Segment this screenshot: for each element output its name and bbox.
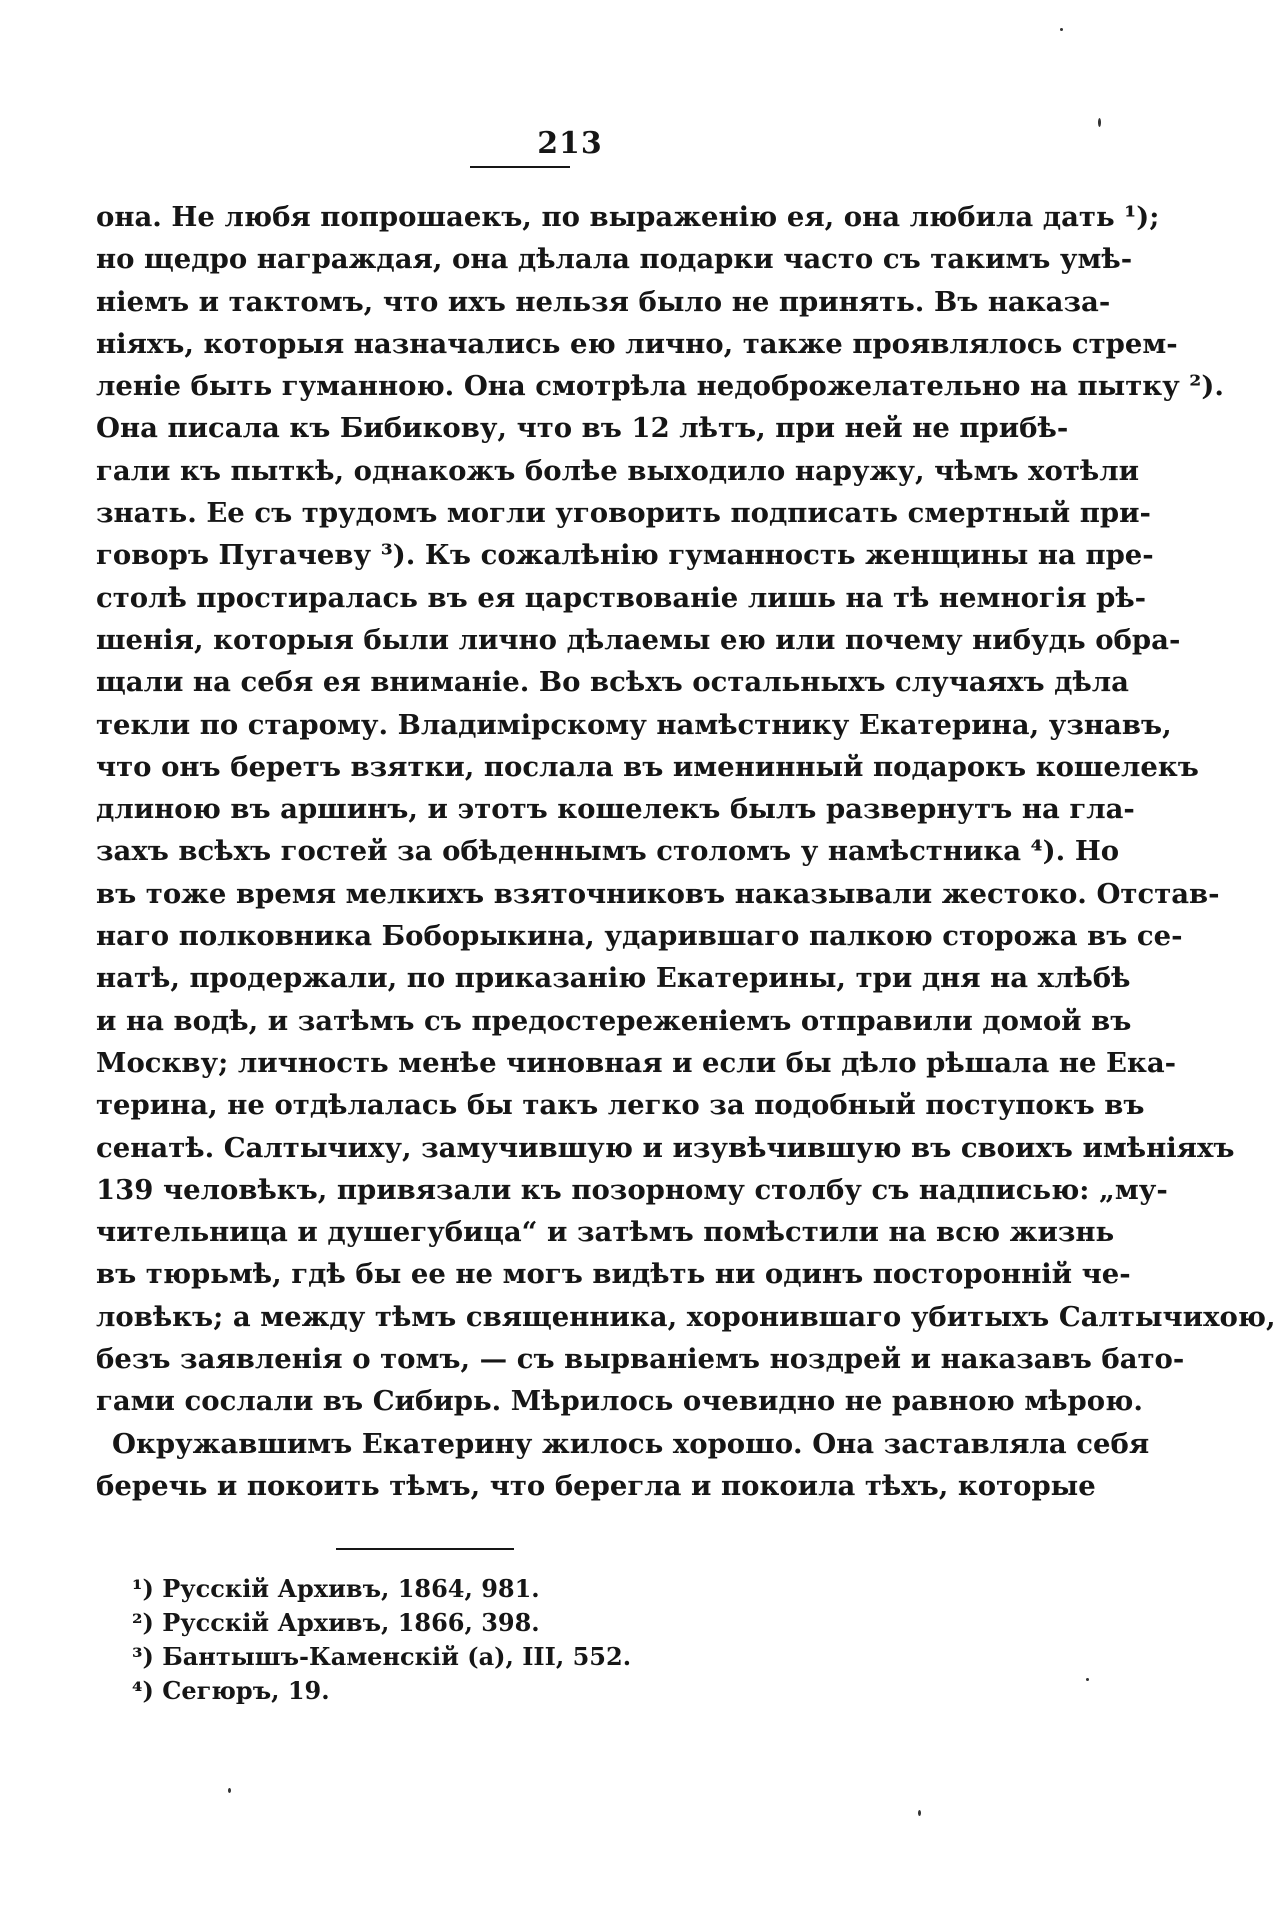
page-number-rule — [470, 166, 570, 168]
text-line: леніе быть гуманною. Она смотрѣла недоброжелательно на пытку ²). — [96, 370, 1224, 403]
text-line: длиною въ аршинъ, и этотъ кошелекъ былъ развернутъ на гла- — [96, 793, 1135, 826]
page-number: 213 — [537, 126, 603, 161]
text-line: текли по старому. Владимірскому намѣстнику Екатерина, узнавъ, — [96, 708, 1172, 741]
text-line: Москву; личность менѣе чиновная и если бы дѣло рѣшала не Ека- — [96, 1046, 1177, 1079]
text-line: Она писала къ Бибикову, что въ 12 лѣтъ, при ней не прибѣ- — [96, 412, 1069, 445]
text-line: безъ заявленія о томъ, — съ вырваніемъ ноздрей и наказавъ бато- — [96, 1343, 1185, 1376]
text-line: гами сослали въ Сибирь. Мѣрилось очевидно не равною мѣрою. — [96, 1385, 1143, 1418]
text-line: въ тюрьмѣ, гдѣ бы ее не могъ видѣть ни одинъ посторонній че- — [96, 1258, 1131, 1291]
text-line: наго полковника Боборыкина, ударившаго палкою сторожа въ се- — [96, 920, 1183, 953]
text-line: ніяхъ, которыя назначались ею лично, также проявлялось стрем- — [96, 327, 1178, 360]
text-line: сенатѣ. Салтычиху, замучившую и изувѣчившую въ своихъ имѣніяхъ — [96, 1131, 1235, 1164]
text-line: но щедро награждая, она дѣлала подарки часто съ такимъ умѣ- — [96, 243, 1133, 276]
text-line: захъ всѣхъ гостей за обѣденнымъ столомъ у намѣстника ⁴). Но — [96, 835, 1120, 868]
text-line: чительница и душегубица“ и затѣмъ помѣстили на всю жизнь — [96, 1216, 1115, 1249]
footnotes — [132, 1572, 631, 1708]
text-line: въ тоже время мелкихъ взяточниковъ наказывали жестоко. Отстав- — [96, 877, 1220, 910]
scan-speck — [1098, 118, 1101, 127]
body-text — [96, 196, 1276, 1507]
text-line: говоръ Пугачеву ³). Къ сожалѣнію гуманность женщины на пре- — [96, 539, 1154, 572]
text-line: шенія, которыя были лично дѣлаемы ею или почему нибудь обра- — [96, 623, 1181, 656]
footnote: ⁴) Сегюръ, 19. — [132, 1676, 330, 1705]
text-line: что онъ беретъ взятки, послала въ именинный подарокъ кошелекъ — [96, 750, 1199, 783]
text-line: знать. Ее съ трудомъ могли уговорить подписать смертный при- — [96, 497, 1151, 530]
text-line: она. Не любя попрошаекъ, по выраженію ея, она любила дать ¹); — [96, 201, 1160, 233]
text-line: терина, не отдѣлалась бы такъ легко за подобный поступокъ въ — [96, 1089, 1145, 1122]
text-line: и на водѣ, и затѣмъ съ предостереженіемъ отправили домой въ — [96, 1004, 1132, 1037]
footnote: ³) Бантышъ-Каменскій (а), III, 552. — [132, 1642, 632, 1671]
text-line: ловѣкъ; а между тѣмъ священника, хоронившаго убитыхъ Салтычихою, — [96, 1300, 1276, 1333]
text-line: гали къ пыткѣ, однакожъ болѣе выходило наружу, чѣмъ хотѣли — [96, 454, 1140, 487]
text-line: натѣ, продержали, по приказанію Екатерины, три дня на хлѣбѣ — [96, 962, 1131, 995]
paragraph-start-line: Окружавшимъ Екатерину жилось хорошо. Она заставляла себя — [112, 1427, 1150, 1460]
footnote: ²) Русскій Архивъ, 1866, 398. — [132, 1608, 540, 1637]
text-line: беречь и покоить тѣмъ, что берегла и покоила тѣхъ, которые — [96, 1469, 1096, 1502]
text-line: 139 человѣкъ, привязали къ позорному столбу съ надписью: „му- — [96, 1173, 1168, 1206]
text-line: столѣ простиралась въ ея царствованіе лишь на тѣ немногія рѣ- — [96, 581, 1147, 614]
text-line: ніемъ и тактомъ, что ихъ нельзя было не принять. Въ наказа- — [96, 285, 1111, 318]
footnote-rule — [336, 1548, 514, 1550]
scan-speck — [1060, 28, 1063, 31]
footnote: ¹) Русскій Архивъ, 1864, 981. — [132, 1574, 540, 1603]
scan-speck — [1086, 1678, 1089, 1681]
scan-speck — [918, 1810, 921, 1816]
text-line: щали на себя ея вниманіе. Во всѣхъ остальныхъ случаяхъ дѣла — [96, 666, 1129, 699]
scan-speck — [228, 1788, 231, 1793]
